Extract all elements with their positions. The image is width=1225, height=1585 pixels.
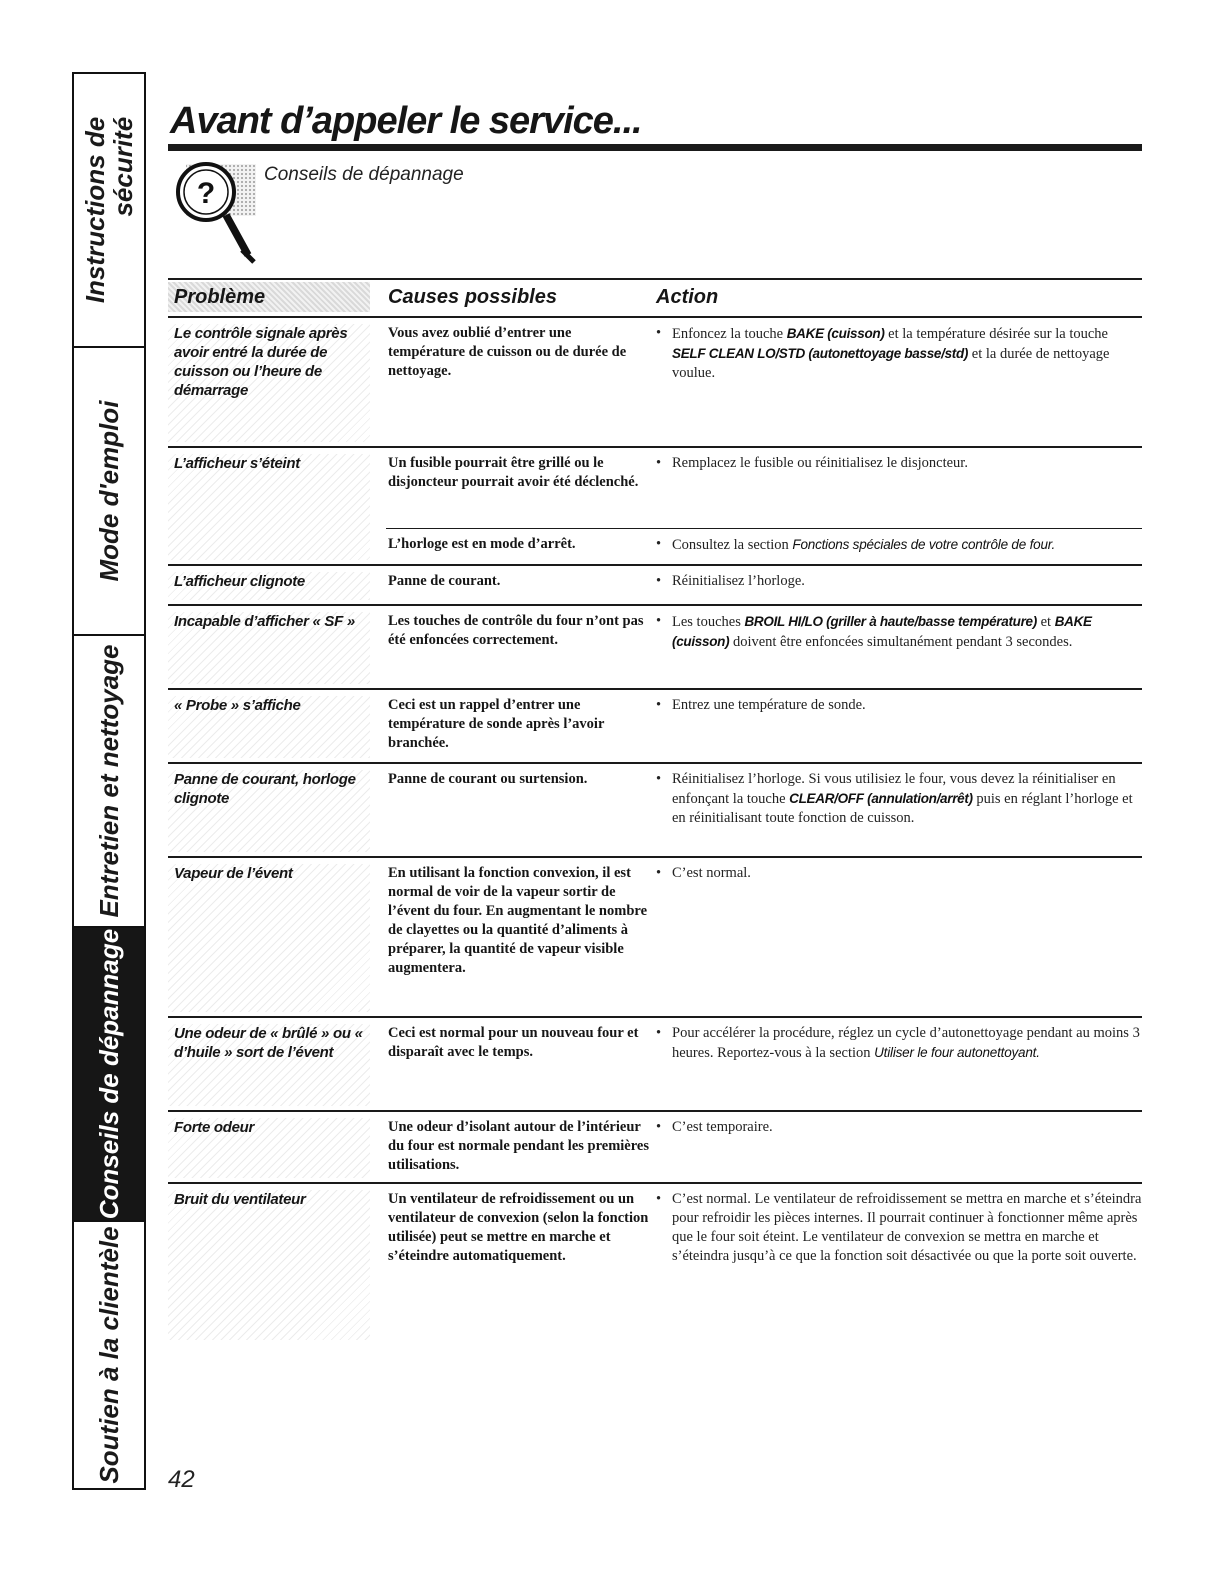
header-action: Action <box>656 286 719 308</box>
table-row <box>168 316 1142 446</box>
problem-cell: Panne de courant, horloge clignote <box>168 770 370 852</box>
cause-action-group <box>168 318 1142 446</box>
cause-action-group <box>168 764 1142 856</box>
table-row <box>168 1110 1142 1182</box>
action-cell <box>656 1190 1142 1266</box>
table-row <box>168 1016 1142 1110</box>
cause-action-group <box>168 606 1142 688</box>
action-cell <box>656 535 1142 555</box>
action-cell <box>656 864 1142 883</box>
action-text: Réinitialisez l’horloge. Si vous utilisiez le four, vous devez la réinitialiser en enfonçant la touche <box>672 771 1116 807</box>
cause-action-group <box>168 858 1142 1016</box>
key-name: BROIL HI/LO (griller à haute/basse température) <box>744 614 1037 629</box>
problem-cell: Une odeur de « brûlé » ou « d’huile » sort de l’évent <box>168 1024 370 1106</box>
title-rule <box>168 144 1142 151</box>
side-tab-label-line: sécurité <box>108 116 138 217</box>
side-tab-label-line: Entretien et nettoyage <box>94 644 124 918</box>
page-number: 42 <box>168 1466 195 1493</box>
action-cell <box>656 696 1142 715</box>
action-text: Entrez une température de sonde. <box>672 697 866 713</box>
side-tab-operating[interactable] <box>74 348 144 636</box>
table-row <box>168 762 1142 856</box>
action-text: C’est normal. <box>672 865 751 881</box>
action-text: et la température désirée sur la touche <box>884 326 1108 342</box>
problem-cell: L’afficheur clignote <box>168 572 370 600</box>
cause-cell: En utilisant la fonction convexion, il est normal de voir de la vapeur sortir de l’évent du four. En augmentant le nombre de clayettes ou la quantité d’aliments à préparer, la quantité de vapeur visible augmentera. <box>388 865 648 976</box>
action-cell <box>656 1118 1142 1137</box>
side-tab-label-line: Soutien à la clientèle <box>94 1226 124 1484</box>
key-name: BAKE (cuisson) <box>786 326 885 341</box>
action-text: Pour accélérer la procédure, réglez un cycle d’autonettoyage pendant au moins 3 heures. Reportez-vous à la section <box>672 1025 1140 1061</box>
side-tab-label <box>95 644 123 917</box>
side-tab-label-line: Conseils de dépannage <box>94 928 124 1220</box>
action-text: puis en réglant l’horloge et en réinitialisant toute fonction de cuisson. <box>672 791 1133 826</box>
side-tab-safety[interactable] <box>74 74 144 348</box>
side-tab-troubleshooting[interactable] <box>74 928 144 1222</box>
action-text: et la durée de nettoyage voulue. <box>672 346 1110 381</box>
action-text: et <box>1036 614 1055 630</box>
table-row <box>168 688 1142 762</box>
cause-action-group <box>168 566 1142 604</box>
cause-action-group <box>168 1112 1142 1182</box>
side-tab-label <box>95 929 123 1219</box>
key-name: SELF CLEAN LO/STD (autonettoyage basse/std) <box>672 346 969 361</box>
table-row <box>168 856 1142 1016</box>
table-row <box>168 564 1142 604</box>
cause-action-group <box>168 448 1142 528</box>
section-reference: Fonctions spéciales de votre contrôle de four. <box>792 537 1056 552</box>
problem-cell: « Probe » s’affiche <box>168 696 370 758</box>
side-tab-label <box>95 401 123 582</box>
action-text: Les touches <box>672 614 745 630</box>
side-tab-column <box>72 72 146 1490</box>
problem-cell: Incapable d’afficher « SF » <box>168 612 370 684</box>
cause-cell: Un ventilateur de refroidissement ou un ventilateur de convexion (selon la fonction utilisée) peut se mettre en marche et s’éteindre automatiquement. <box>388 1191 649 1264</box>
header-problem: Problème <box>168 282 370 312</box>
table-row <box>168 1182 1142 1344</box>
cause-action-group <box>168 690 1142 762</box>
side-tab-label <box>95 1226 123 1483</box>
key-name: CLEAR/OFF (annulation/arrêt) <box>789 791 973 806</box>
subtitle: Conseils de dépannage <box>264 164 464 185</box>
problem-cell: Vapeur de l’évent <box>168 864 370 1012</box>
action-cell <box>656 572 1142 591</box>
cause-cell: Vous avez oublié d’entrer une température de cuisson ou de durée de nettoyage. <box>388 325 627 379</box>
action-cell <box>656 454 1142 473</box>
cause-cell: Panne de courant ou surtension. <box>388 771 588 787</box>
action-text: Remplacez le fusible ou réinitialisez le disjoncteur. <box>672 455 968 471</box>
table-body <box>168 316 1142 1344</box>
troubleshooting-table <box>168 278 1142 1344</box>
svg-text:?: ? <box>196 177 216 210</box>
side-tab-care-cleaning[interactable] <box>74 636 144 928</box>
table-row <box>168 604 1142 688</box>
problem-cell: Forte odeur <box>168 1118 370 1178</box>
cause-cell: L’horloge est en mode d’arrêt. <box>388 536 576 552</box>
problem-cell: L’afficheur s’éteint <box>168 454 370 560</box>
table-row <box>168 446 1142 564</box>
cause-cell: Un fusible pourrait être grillé ou le disjoncteur pourrait avoir été déclenché. <box>388 455 639 490</box>
action-cell <box>656 324 1142 383</box>
side-tab-consumer-support[interactable] <box>74 1222 144 1488</box>
side-tab-label <box>81 117 137 303</box>
action-text: Réinitialisez l’horloge. <box>672 573 805 589</box>
problem-cell: Le contrôle signale après avoir entré la durée de cuisson ou l’heure de démarrage <box>168 324 370 442</box>
side-tab-label-line: Mode d'emploi <box>94 400 124 582</box>
side-tab-label-line: Instructions de <box>80 116 110 304</box>
action-text: C’est normal. Le ventilateur de refroidissement se mettra en marche et s’éteindra pour refroidir les pièces internes. Il pourrait continuer à fonctionner même après que le four soit éteint. Le ventilateur de convexion se mettra en marche et s’éteindra jusqu’à ce que la fonction soit désactivée ou que la porte soit ouverte. <box>672 1191 1142 1264</box>
cause-cell: Une odeur d’isolant autour de l’intérieur du four est normale pendant les premières utilisations. <box>388 1119 649 1173</box>
cause-action-group <box>386 528 1142 565</box>
cause-action-group <box>168 1184 1142 1344</box>
cause-cell: Ceci est normal pour un nouveau four et disparaît avec le temps. <box>388 1025 639 1060</box>
page-title: Avant d’appeler le service... <box>170 100 642 142</box>
cause-cell: Ceci est un rappel d’entrer une température de sonde après l’avoir branchée. <box>388 697 605 751</box>
action-text: Enfoncez la touche <box>672 326 787 342</box>
cause-cell: Les touches de contrôle du four n’ont pas été enfoncées correctement. <box>388 613 644 648</box>
action-cell <box>656 612 1142 652</box>
action-cell <box>656 770 1142 828</box>
action-cell <box>656 1024 1142 1063</box>
problem-cell: Bruit du ventilateur <box>168 1190 370 1340</box>
action-text: C’est temporaire. <box>672 1119 773 1135</box>
cause-action-group <box>168 1018 1142 1110</box>
header-causes: Causes possibles <box>388 286 557 308</box>
key-name: BAKE (cuisson) <box>672 614 1092 649</box>
table-header <box>168 278 1142 316</box>
action-text: Consultez la section <box>672 537 793 553</box>
action-text: doivent être enfoncées simultanément pendant 3 secondes. <box>729 634 1073 650</box>
question-mark-magnifier-icon <box>168 156 268 266</box>
cause-cell: Panne de courant. <box>388 573 501 589</box>
section-reference: Utiliser le four autonettoyant. <box>874 1045 1040 1060</box>
